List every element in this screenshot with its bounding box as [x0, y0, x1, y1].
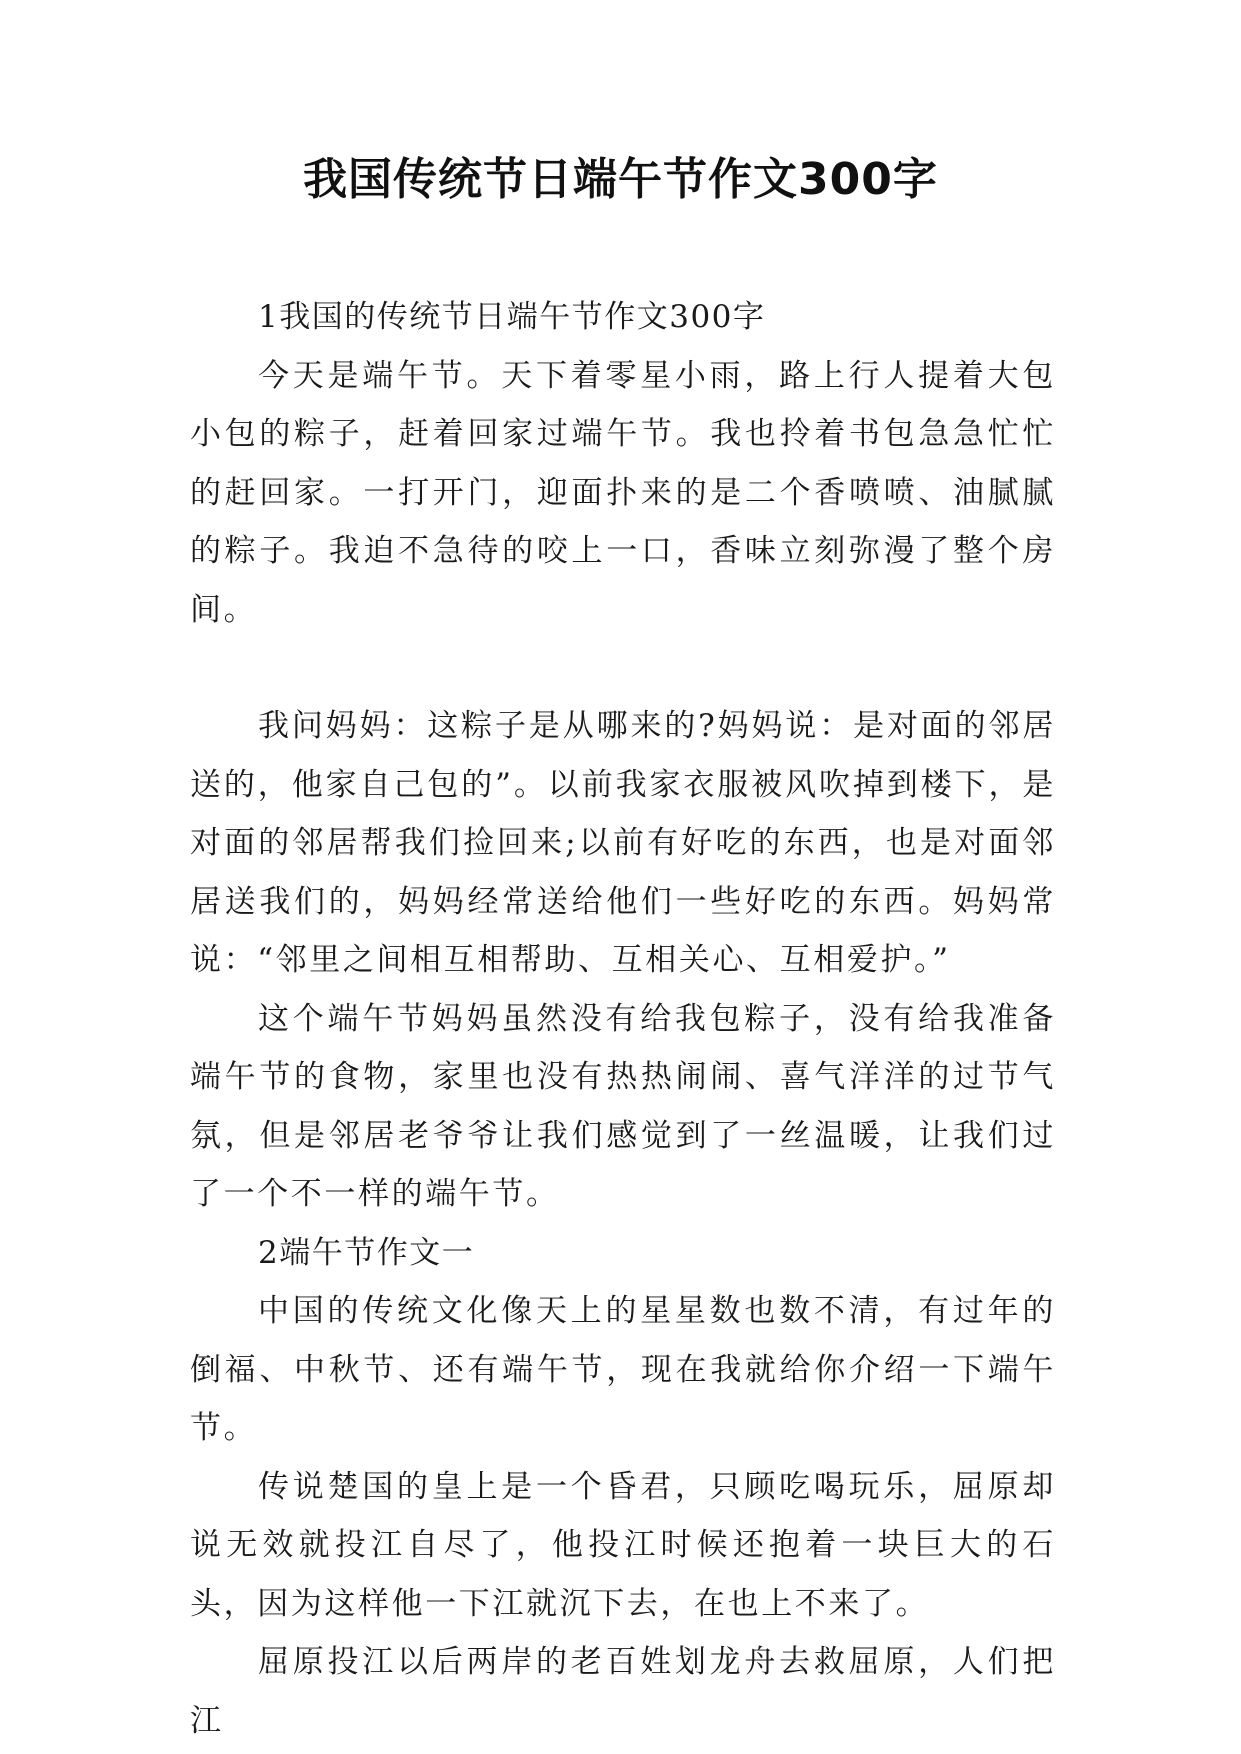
paragraph: 今天是端午节。天下着零星小雨，路上行人提着大包小包的粽子，赶着回家过端午节。我也拎着书包急急忙忙的赶回家。一打开门，迎面扑来的是二个香喷喷、油腻腻的粽子。我迫不急待的咬上一口，香味立刻弥漫了整个房间。: [190, 357, 1056, 628]
paragraph: 屈原投江以后两岸的老百姓划龙舟去救屈原，人们把江: [190, 1644, 1056, 1739]
paragraph-spacer: [190, 639, 1056, 697]
document-body: [190, 288, 1056, 1750]
paragraph: 我问妈妈：这粽子是从哪来的?妈妈说：是对面的邻居送的，他家自己包的”。以前我家衣服被风吹掉到楼下，是对面的邻居帮我们捡回来;以前有好吃的东西，也是对面邻居送我们的，妈妈经常送给他们一些好吃的东西。妈妈常说：“邻里之间相互相帮助、互相关心、互相爱护。”: [190, 708, 1056, 978]
paragraph: 中国的传统文化像天上的星星数也数不清，有过年的倒福、中秋节、还有端午节，现在我就给你介绍一下端午节。: [190, 1293, 1056, 1446]
section-heading-1: 1我国的传统节日端午节作文300字: [258, 299, 766, 335]
paragraph: 这个端午节妈妈虽然没有给我包粽子，没有给我准备端午节的食物，家里也没有热热闹闹、喜气洋洋的过节气氛，但是邻居老爷爷让我们感觉到了一丝温暖，让我们过了一个不一样的端午节。: [190, 1000, 1056, 1212]
document-title: 我国传统节日端午节作文300字: [303, 154, 938, 205]
paragraph: 传说楚国的皇上是一个昏君，只顾吃喝玩乐，屈原却说无效就投江自尽了，他投江时候还抱着一块巨大的石头，因为这样他一下江就沉下去，在也上不来了。: [190, 1468, 1056, 1622]
section-heading-2: 2端午节作文一: [258, 1234, 475, 1271]
